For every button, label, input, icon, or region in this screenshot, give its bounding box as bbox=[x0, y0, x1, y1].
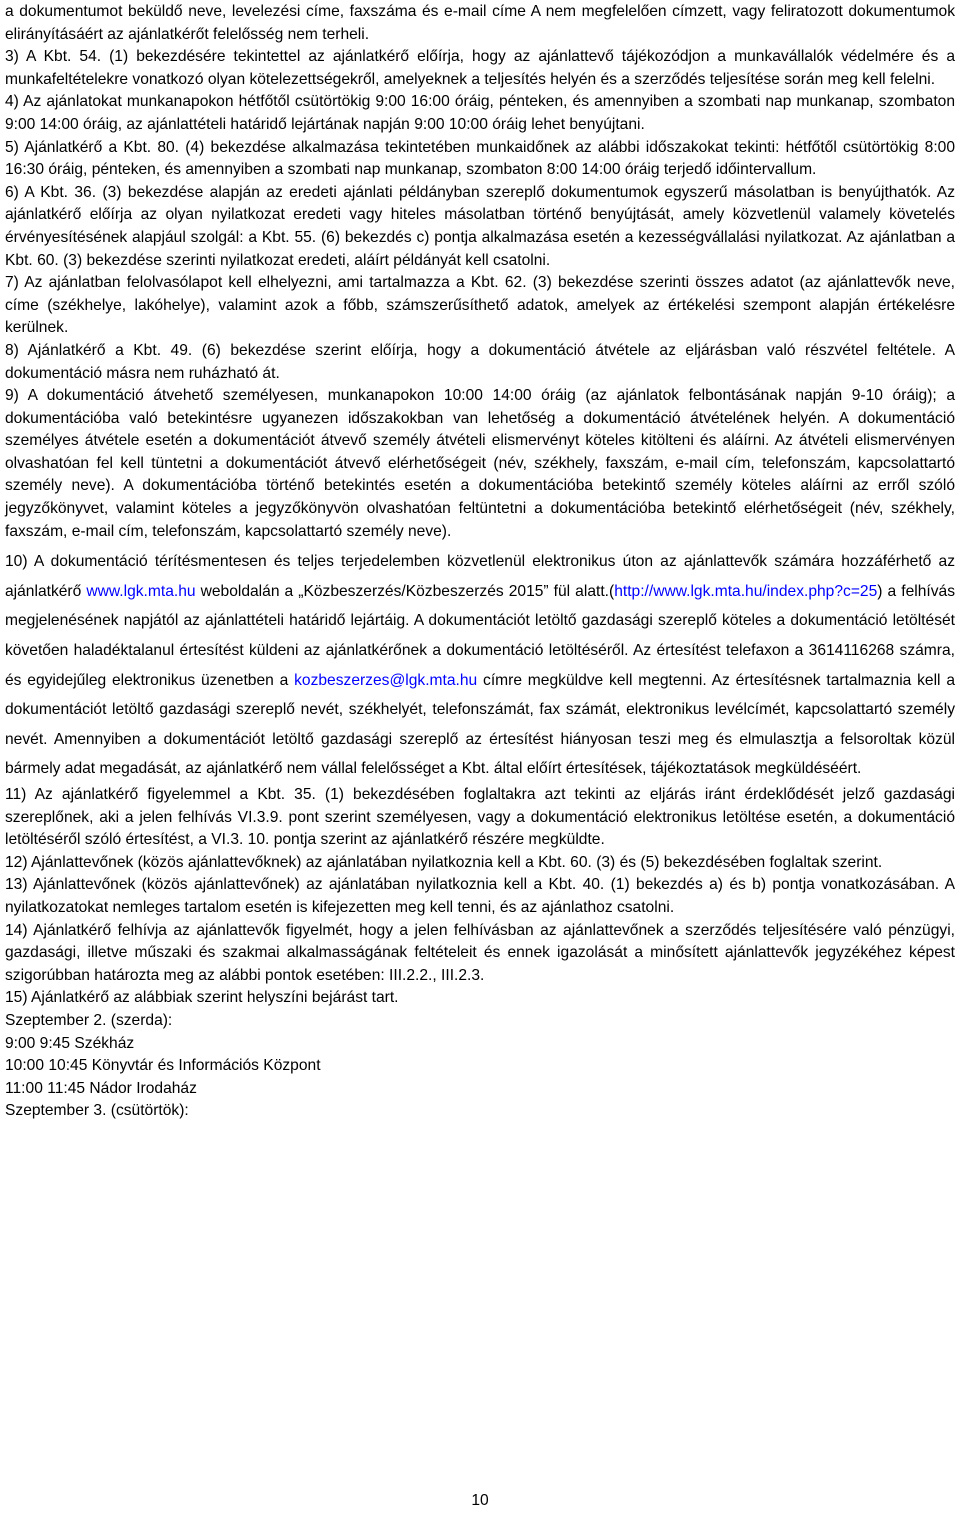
schedule-day-1: Szeptember 2. (szerda): bbox=[5, 1011, 173, 1029]
paragraph-9: 9) A dokumentáció átvehető személyesen, munkanapokon 10:00 14:00 óráig (az ajánlatok felbontásának napján 9-10 óráig); a dokumentációba való betekintésre ugyanezen időszakokban van lehetőség a dokumentáció átvételének helyén. A dokumentáció személyes átvétele esetén a dokumentációt átvevő személy átvételi elismervényt köteles kitölteni és aláírni. Az átvételi elismervényen olvashatóan fel kell tüntetni a dokumentációt átvevő elérhetőségeit (név, székhely, faxszám, e-mail cím, telefonszám, kapcsolattartó személy neve). A dokumentációba történő betekintés esetén a dokumentációba betekintő személy köteles aláírni az erről szóló jegyzőkönyvet, valamint köteles a jegyzőkönyvön olvashatóan feltüntetni a dokumentációba betekintő elérhetőségeit (név, székhely, faxszám, e-mail cím, telefonszám, kapcsolattartó személy neve). bbox=[5, 387, 955, 540]
paragraph-4: 4) Az ajánlatokat munkanapokon hétfőtől csütörtökig 9:00 16:00 óráig, pénteken, és amennyiben a szombati nap munkanap, szombaton 9:00 14:00 óráig, az ajánlattételi határidő lejártának napján 9:00 10:00 óráig lehet benyújtani. bbox=[5, 93, 955, 133]
documentation-url-link[interactable]: http://www.lgk.mta.hu/index.php?c=25 bbox=[614, 582, 878, 600]
paragraph-10-text-1: 10) A dokumentáció térítésmentesen és teljes terjedelemben közvetlenül elektronikus úton az ajánlattevők számára hozzáférhető az ajánlatkérő bbox=[5, 553, 955, 600]
paragraph-intro: a dokumentumot beküldő neve, levelezési címe, faxszáma és e-mail címe A nem megfelelően címzett, vagy feliratozott dokumentumok elirányításáért az ajánlatkérőt felelősség nem terheli. bbox=[5, 3, 955, 43]
schedule-slot: 9:00 9:45 Székház bbox=[5, 1034, 135, 1052]
paragraph-10-text-4: címre megküldve kell megtenni. Az értesítésnek tartalmaznia kell a dokumentációt letöltő gazdasági szereplő nevét, székhelyét, telefonszámát, fax számát, elektronikus levélcímét, kapcsolattartó személy nevét. Amennyiben a dokumentációt letöltő gazdasági szereplő az értesítést hiányosan teszi meg és elmulasztja a felsoroltak közül bármely adat megadását, az ajánlatkérő nem vállal felelősséget a Kbt. által előírt értesítések, tájékoztatások megküldéséért. bbox=[5, 671, 956, 778]
schedule-day-2: Szeptember 3. (csütörtök): bbox=[5, 1102, 189, 1120]
paragraph-10 bbox=[5, 547, 955, 784]
paragraph-7: 7) Az ajánlatban felolvasólapot kell elhelyezni, ami tartalmazza a Kbt. 62. (3) bekezdése szerinti összes adatot (az ajánlattevők neve, címe (székhelye, lakóhelye), valamint azok a főbb, számszerűsíthető adatok, amelyek az értékelési szempont alapján értékelésre kerülnek. bbox=[5, 274, 955, 337]
paragraph-3: 3) A Kbt. 54. (1) bekezdésére tekintettel az ajánlatkérő előírja, hogy az ajánlattevő tájékozódjon a munkavállalók védelmére és a munkafeltételekre vonatkozó olyan kötelezettségekről, amelyeknek a teljesítés helyén és a szerződés teljesítése során meg kell felelni. bbox=[5, 48, 955, 88]
paragraph-6: 6) A Kbt. 36. (3) bekezdése alapján az eredeti ajánlati példányban szereplő dokumentumok egyszerű másolatban is benyújthatók. Az ajánlatkérő előírja az olyan nyilatkozat eredeti vagy hiteles másolatban történő benyújtását, amely közvetlenül valamely követelés érvényesítésének alapjául szolgál: a Kbt. 55. (6) bekezdés c) pontja alkalmazása esetén a kezességvállalási nyilatkozat. Az ajánlatban a Kbt. 60. (3) bekezdése szerinti nyilatkozat eredeti, aláírt példányát kell csatolni. bbox=[5, 183, 955, 269]
website-link[interactable]: www.lgk.mta.hu bbox=[86, 582, 196, 600]
paragraph-8: 8) Ajánlatkérő a Kbt. 49. (6) bekezdése szerint előírja, hogy a dokumentáció átvétele az eljárásban való részvétel feltétele. A dokumentáció másra nem ruházható át. bbox=[5, 341, 955, 382]
schedule-slot: 11:00 11:45 Nádor Irodaház bbox=[5, 1079, 197, 1097]
paragraph-5: 5) Ajánlatkérő a Kbt. 80. (4) bekezdése alkalmazása tekintetében munkaidőnek az alábbi időszakokat tekinti: hétfőtől csütörtökig 8:00 16:30 óráig, pénteken, és amennyiben a szombati nap munkanap, szombaton 8:00 14:00 óráig terjedő időintervallum. bbox=[5, 138, 955, 179]
paragraph-14: 14) Ajánlatkérő felhívja az ajánlattevők figyelmét, hogy a jelen felhívásban az ajánlattevőnek a szerződés teljesítésére való pénzügyi, gazdasági, illetve műszaki és szakmai alkalmasságának feltételeit és ennek igazolását a minősített ajánlattevők jegyzékéhez képest szigorúbban határozta meg az alábbi pontok esetében: III.2.2., III.2.3. bbox=[5, 921, 955, 984]
page-number: 10 bbox=[471, 1492, 489, 1509]
paragraph-12: 12) Ajánlattevőnek (közös ajánlattevőknek) az ajánlatában nyilatkoznia kell a Kbt. 60. (3) és (5) bekezdésében foglaltak szerint. bbox=[5, 853, 883, 871]
paragraph-10-text-2: weboldalán a „Közbeszerzés/Közbeszerzés 2015” fül alatt.( bbox=[195, 582, 615, 600]
paragraph-10-text-3: ) a felhívás megjelenésének napjától az ajánlattételi határidő lejártáig. A dokumentációt letöltő gazdasági szereplő köteles a dokumentáció letöltését követően haladéktalanul értesítést küldeni az ajánlatkérőnek a dokumentáció letöltéséről. Az értesítést telefaxon a 3614116268 számra, és egyidejűleg elektronikus üzenetben a bbox=[5, 582, 955, 689]
paragraph-11: 11) Az ajánlatkérő figyelemmel a Kbt. 35. (1) bekezdésében foglaltakra azt tekinti az eljárás iránt érdeklődését jelző gazdasági szereplőnek, aki a jelen felhívás VI.3.9. pont szerint személyesen, vagy a dokumentáció elektronikus letöltése esetén, a dokumentáció letöltéséről szóló értesítést, a VI.3. 10. pontja szerint az ajánlatkérő részére megküldte. bbox=[5, 786, 955, 849]
paragraph-13: 13) Ajánlattevőnek (közös ajánlattevőnek) az ajánlatában nyilatkoznia kell a Kbt. 40. (1) bekezdés a) és b) pontja vonatkozásában. A nyilatkozatokat nemleges tartalom esetén is kifejezetten meg kell tenni, és az ajánlathoz csatolni. bbox=[5, 876, 955, 916]
email-link[interactable]: kozbeszerzes@lgk.mta.hu bbox=[294, 671, 478, 689]
schedule-slot: 10:00 10:45 Könyvtár és Információs Központ bbox=[5, 1057, 321, 1075]
site-visit-heading: 15) Ajánlatkérő az alábbiak szerint helyszíni bejárást tart. bbox=[5, 989, 399, 1007]
